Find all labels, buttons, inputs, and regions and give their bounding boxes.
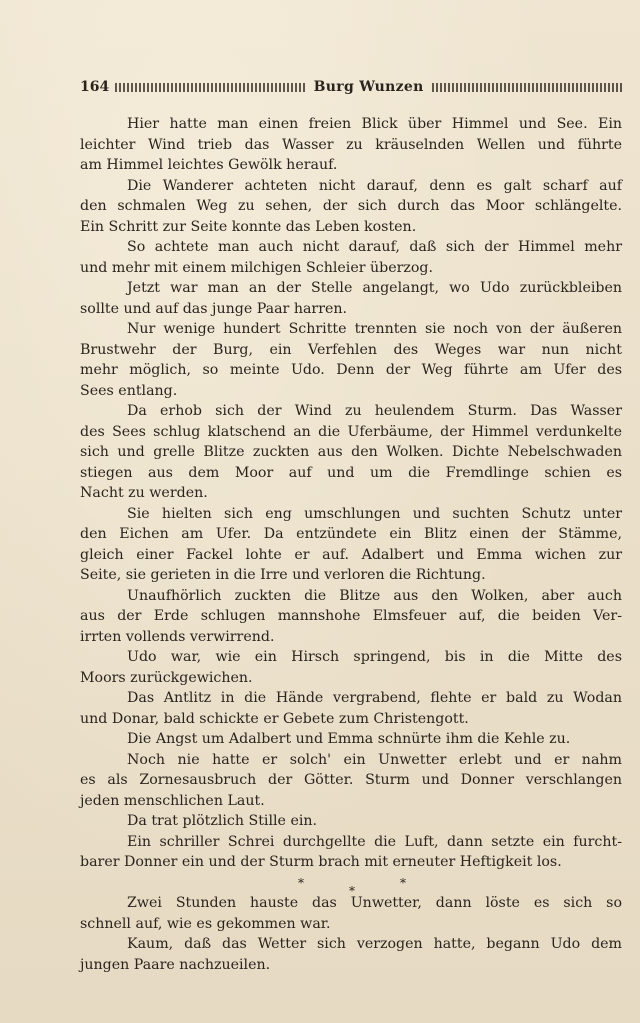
text-line: gleich einer Fackel lohte er auf. Adalbert und Emma wichen zur [80, 546, 622, 563]
text-line: Moors zurückgewichen. [80, 669, 253, 686]
paragraph [80, 586, 622, 648]
ornamental-border-left [115, 83, 305, 92]
separator-asterisk: * [400, 875, 406, 890]
section-separator [80, 873, 622, 898]
text-line: Zwei Stunden hauste das Unwetter, dann löste es sich so [127, 895, 622, 911]
separator-asterisk: * [349, 883, 355, 898]
paragraph [80, 729, 622, 750]
running-title: Burg Wunzen [313, 79, 424, 95]
separator-asterisk: * [298, 875, 304, 890]
text-line: irrten vollends verwirrend. [80, 628, 275, 645]
paragraph [80, 688, 622, 729]
text-line: Die Angst um Adalbert und Emma schnürte ihm die Kehle zu. [127, 731, 571, 747]
text-line: barer Donner ein und der Sturm brach mit erneuter Heftigkeit los. [80, 854, 562, 870]
text-line: und mehr mit einem milchigen Schleier überzog. [80, 259, 434, 276]
text-line: und Donar, bald schickte er Gebete zum Christengott. [80, 710, 469, 727]
text-line: am Himmel leichtes Gewölk herauf. [80, 157, 338, 173]
paragraph [80, 811, 622, 832]
text-line: So achtete man auch nicht darauf, daß sich der Himmel mehr [127, 239, 622, 255]
text-line: den Eichen am Ufer. Da entzündete ein Blitz einen der Stämme, [80, 526, 622, 542]
text-line: den schmalen Weg zu sehen, der sich durch das Moor schlängelte. [80, 198, 622, 214]
text-line: stiegen aus dem Moor auf und um die Fremdlinge schien es [80, 464, 622, 481]
text-line: Die Wanderer achteten nicht darauf, denn es galt scharf auf [127, 177, 622, 194]
ornamental-border-right [432, 83, 622, 92]
text-line: Ein schriller Schrei durchgellte die Luft, dann setzte ein furcht- [127, 833, 622, 850]
paragraph [80, 750, 622, 812]
text-line: Seite, sie gerieten in die Irre und verloren die Richtung. [80, 567, 486, 583]
text-line: es als Zornesausbruch der Götter. Sturm und Donner verschlangen [80, 772, 622, 788]
body-text [80, 114, 622, 975]
text-line: schnell auf, wie es gekommen war. [80, 915, 331, 932]
text-line: Udo war, wie ein Hirsch springend, bis in die Mitte des [127, 649, 622, 665]
paragraph [80, 237, 622, 278]
paragraph [80, 934, 622, 975]
paragraph [80, 319, 622, 401]
text-line: Nacht zu werden. [80, 485, 208, 501]
text-line: Noch nie hatte er solch' ein Unwetter erlebt und er nahm [127, 751, 622, 768]
paragraph [80, 647, 622, 688]
text-line: sollte und auf das junge Paar harren. [80, 300, 348, 317]
paragraph [80, 504, 622, 586]
paragraph [80, 278, 622, 319]
text-line: Das Antlitz in die Hände vergrabend, flehte er bald zu Wodan [127, 690, 622, 706]
paragraph [80, 114, 622, 176]
text-line: Kaum, daß das Wetter sich verzogen hatte, begann Udo dem [127, 936, 622, 952]
paragraph [80, 176, 622, 238]
text-line: des Sees schlug klatschend an die Uferbäume, der Himmel verdunkelte [80, 423, 622, 440]
text-line: leichter Wind trieb das Wasser zu kräuselnden Wellen und führte [80, 136, 622, 153]
text-line: Ein Schritt zur Seite konnte das Leben kosten. [80, 218, 417, 235]
text-line: Da erhob sich der Wind zu heulendem Sturm. Das Wasser [127, 403, 622, 419]
text-line: aus der Erde schlugen mannshohe Elmsfeuer auf, die beiden Ver- [80, 608, 622, 624]
text-line: Nur wenige hundert Schritte trennten sie noch von der äußeren [127, 321, 622, 337]
page-number: 164 [80, 79, 110, 95]
text-line: mehr möglich, so meinte Udo. Denn der Weg führte am Ufer des [80, 362, 622, 378]
text-line: Hier hatte man einen freien Blick über Himmel und See. Ein [127, 116, 622, 132]
text-line: Jetzt war man an der Stelle angelangt, wo Udo zurückbleiben [127, 280, 622, 296]
paragraph [80, 832, 622, 873]
text-line: sich und grelle Blitze zuckten aus den Wolken. Dichte Nebelschwaden [80, 444, 622, 460]
text-line: Brustwehr der Burg, ein Verfehlen des Weges war nun nicht [80, 341, 622, 358]
text-line: Unaufhörlich zuckten die Blitze aus den Wolken, aber auch [127, 587, 622, 604]
text-line: Sie hielten sich eng umschlungen und suchten Schutz unter [127, 505, 622, 522]
text-line: jungen Paare nachzueilen. [80, 956, 271, 973]
text-line: Sees entlang. [80, 382, 178, 399]
text-line: jeden menschlichen Laut. [80, 792, 265, 809]
paragraph [80, 401, 622, 504]
text-line: Da trat plötzlich Stille ein. [127, 813, 318, 829]
page-header [80, 77, 622, 97]
